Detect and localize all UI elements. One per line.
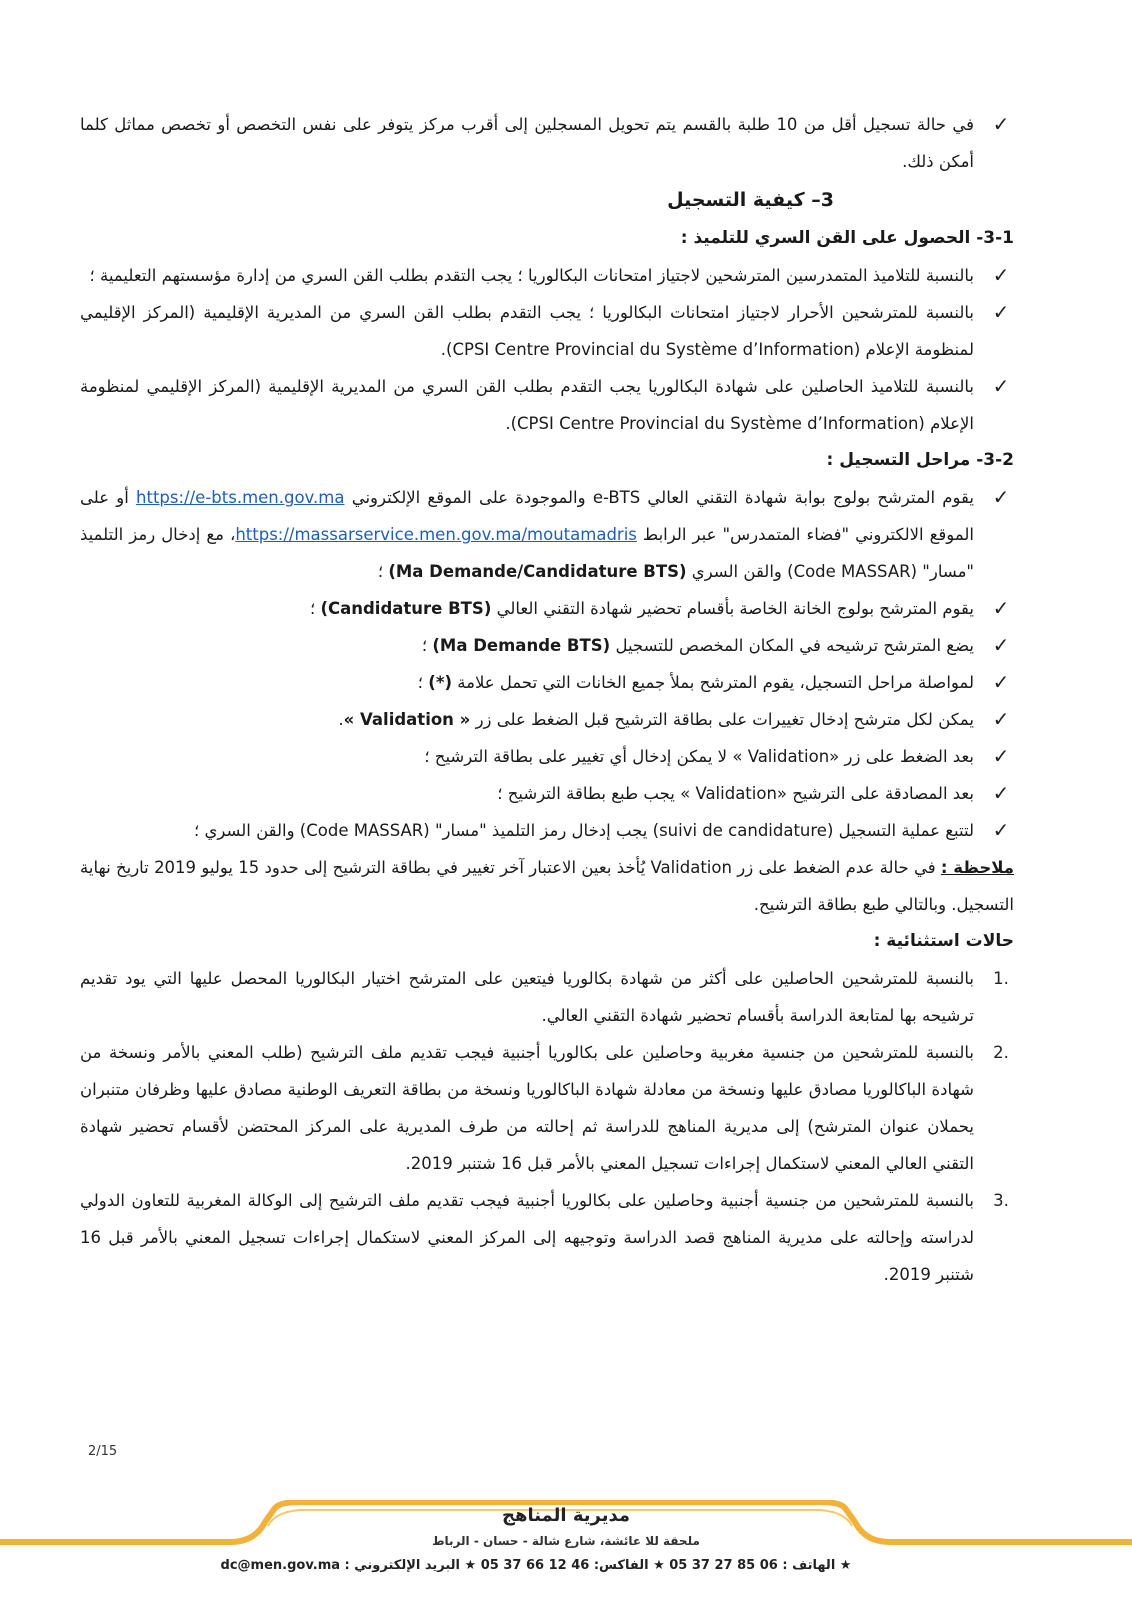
footer-email[interactable]: dc@men.gov.ma [220, 1558, 341, 1573]
checkmark-icon: ✓ [992, 744, 1010, 768]
step-text: ؛ [377, 562, 389, 581]
step-text: بعد المصادقة على الترشيح «Validation » يجب طبع بطاقة الترشيح ؛ [497, 784, 974, 803]
step-item [80, 590, 1014, 627]
step-text: ؛ [417, 673, 429, 692]
checkmark-icon: ✓ [992, 263, 1010, 287]
step-text: ، مع إدخال رمز التلميذ "مسار" (Code MASSAR) والقن السري [80, 525, 974, 581]
step-bold: (Ma Demande/Candidature BTS) [388, 562, 687, 581]
step-text: يمكن لكل مترشح إدخال تغييرات على بطاقة الترشيح قبل الضغط على زر [470, 710, 974, 729]
step-item [80, 664, 1014, 701]
subsection-title-steps: 3-2- مراحل التسجيل : [826, 450, 1014, 470]
list-item [80, 368, 1014, 442]
item-number: .2 [993, 1043, 1009, 1062]
step-bold: (Ma Demande BTS) [432, 636, 611, 655]
item-number: .3 [993, 1191, 1009, 1210]
checkmark-icon: ✓ [992, 112, 1010, 136]
exception-text: بالنسبة للمترشحين الحاصلين على أكثر من شهادة بكالوريا فيتعين على المترشح اختيار البكالوريا المحصل عليها التي يود تقديم ترشيحه بها لمتابعة الدراسة بأقسام تحضير شهادة التقني العالي. [80, 969, 974, 1025]
exception-item [80, 1034, 1014, 1182]
footer-title: مديرية المناهج [502, 1505, 630, 1526]
list-item [80, 257, 1014, 294]
checkmark-icon: ✓ [992, 818, 1010, 842]
checkmark-icon: ✓ [992, 707, 1010, 731]
list-item [80, 294, 1014, 368]
step-text: بعد الضغط على زر «Validation » لا يمكن إدخال أي تغيير على بطاقة الترشيح ؛ [424, 747, 974, 766]
bullet-intro [80, 106, 1014, 180]
bullet-text: في حالة تسجيل أقل من 10 طلبة بالقسم يتم تحويل المسجلين إلى أقرب مركز يتوفر على نفس التخصص أو تخصص مماثل كلما أمكن ذلك. [80, 115, 974, 171]
exceptions-title: حالات استثنائية : [873, 931, 1014, 951]
exception-text: بالنسبة للمترشحين من جنسية أجنبية وحاصلين على بكالوريا أجنبية فيجب تقديم ملف الترشيح إلى الوكالة المغربية للتعاون الدولي لدراسته وإحالته على مديرية المناهج قصد الدراسة وتوجيهه إلى المركز المعني لاستكمال إجراءات تسجيل المعني بالأمر قبل 16 شتنبر 2019. [80, 1191, 974, 1284]
list-item-text: بالنسبة للتلاميذ الحاصلين على شهادة البكالوريا يجب التقدم بطلب القن السري من المديرية الإقليمية (المركز الإقليمي لمنظومة الإعلام (CPSI Centre Provincial du Système d’Information). [80, 377, 974, 433]
ebts-link[interactable]: https://e-bts.men.gov.ma [136, 488, 345, 507]
list-item-text: بالنسبة للتلاميذ المتمدرسين المترشحين لاجتياز امتحانات البكالوريا ؛ يجب التقدم بطلب القن السري من إدارة مؤسستهم التعليمية ؛ [89, 266, 974, 285]
step-item [80, 812, 1014, 849]
checkmark-icon: ✓ [992, 374, 1010, 398]
step-text: ؛ [309, 599, 321, 618]
step-text: يقوم المترشح بولوج الخانة الخاصة بأقسام تحضير شهادة التقني العالي [491, 599, 974, 618]
checkmark-icon: ✓ [992, 633, 1010, 657]
step-text: لتتبع عملية التسجيل (suivi de candidature) يجب إدخال رمز التلميذ "مسار" (Code MASSAR) والقن السري ؛ [193, 821, 974, 840]
step-item [80, 627, 1014, 664]
step-text: يقوم المترشح بولوج بوابة شهادة التقني العالي e-BTS والموجودة على الموقع الإلكتروني [344, 488, 974, 507]
checkmark-icon: ✓ [992, 485, 1010, 509]
step-text: ؛ [421, 636, 433, 655]
section-title: 3– كيفية التسجيل [667, 189, 834, 211]
step-item [80, 775, 1014, 812]
footer-contact-text: ★ الهاتف : 06 85 27 37 05 ★ الفاكس: 46 12 66 37 05 ★ البريد الإلكتروني : [344, 1558, 852, 1573]
page-content [80, 106, 1014, 1293]
step-item [80, 738, 1014, 775]
checkmark-icon: ✓ [992, 670, 1010, 694]
exception-item [80, 1182, 1014, 1293]
step-bold: (Candidature BTS) [320, 599, 492, 618]
step-item [80, 479, 1014, 590]
massar-link[interactable]: https://massarservice.men.gov.ma/moutamadris [235, 525, 637, 544]
page-number: 2/15 [88, 1444, 118, 1459]
subsection-title-code: 3-1- الحصول على القن السري للتلميذ : [680, 228, 1014, 248]
item-number: .1 [993, 969, 1009, 988]
step-bold: « Validation » [343, 710, 471, 729]
step-text: لمواصلة مراحل التسجيل، يقوم المترشح بملأ جميع الخانات التي تحمل علامة [452, 673, 974, 692]
note-label: ملاحظة : [940, 858, 1015, 877]
checkmark-icon: ✓ [992, 596, 1010, 620]
footer-contact [210, 1558, 862, 1573]
step-bold: (*) [428, 673, 453, 692]
step-text: يضع المترشح ترشيحه في المكان المخصص للتسجيل [610, 636, 974, 655]
step-item [80, 701, 1014, 738]
exception-text: بالنسبة للمترشحين من جنسية مغربية وحاصلين على بكالوريا أجنبية فيجب تقديم ملف الترشيح (طلب المعني بالأمر ونسخة من شهادة الباكالوريا مصادق عليها ونسخة من معادلة شهادة الباكالوريا ونسخة من بطاقة التعريف الوطنية مصادق عليها وظرفان متنبران يحملان عنوان المترشح) إلى مديرية المناهج للدراسة ثم إحالته من طرف المديرية على المركز المحتضن لأقسام تحضير شهادة التقني العالي المعني لاستكمال إجراءات تسجيل المعني بالأمر قبل 16 شتنبر 2019. [80, 1043, 974, 1173]
step-text: أو على الموقع الالكتروني "فضاء المتمدرس" عبر الرابط [80, 488, 974, 544]
checkmark-icon: ✓ [992, 300, 1010, 324]
checkmark-icon: ✓ [992, 781, 1010, 805]
note-text: في حالة عدم الضغط على زر Validation يُأخذ بعين الاعتبار آخر تغيير في بطاقة الترشيح إلى حدود 15 يوليو 2019 تاريخ نهاية التسجيل. وبالتالي طبع بطاقة الترشيح. [80, 858, 1014, 914]
note-paragraph [80, 849, 1014, 923]
list-item-text: بالنسبة للمترشحين الأحرار لاجتياز امتحانات البكالوريا ؛ يجب التقدم بطلب القن السري من المديرية الإقليمية (المركز الإقليمي لمنظومة الإعلام (CPSI Centre Provincial du Système d’Information). [80, 303, 974, 359]
step-text: . [338, 710, 344, 729]
exception-item [80, 960, 1014, 1034]
footer-address: ملحقة للا عائشة، شارع شالة - حسان - الرباط [432, 1534, 700, 1548]
